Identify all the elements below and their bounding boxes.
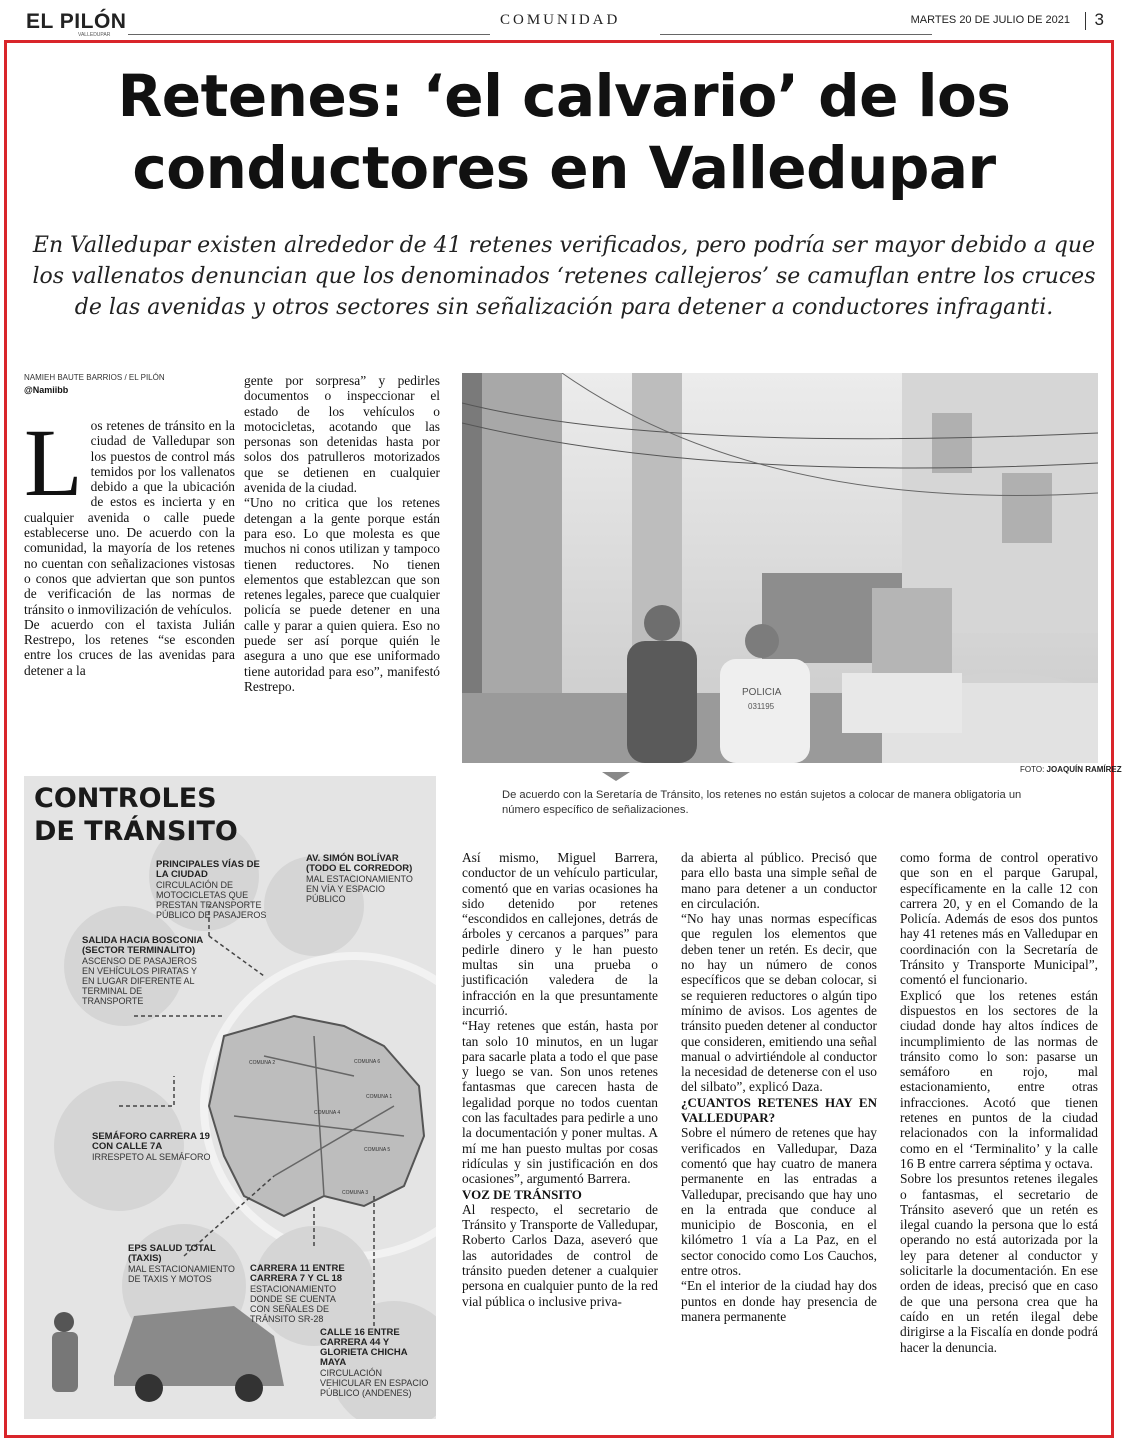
body-column-5 xyxy=(900,850,1098,1355)
infographic-item xyxy=(156,860,274,920)
paragraph: da abierta al público. Precisó que para ello basta una simple señal de mano para detener a un conductor en circulación. xyxy=(681,850,877,911)
paragraph: “Uno no critica que los retenes detengan a la gente porque están para eso. Lo que molesta es que muchos ni conos utilizan y tampoco tienen reductores. No tienen elementos que establezcan que son retenes legales, parece que cualquier policía se puede detener en una calle y parar a quien quiera. Eso no puede ser así porque quién le asegura a uno que ese uniformado tiene autoridad para eso”, manifestó Restrepo. xyxy=(244,495,440,694)
body-column-2 xyxy=(244,373,440,694)
photo-credit-prefix: FOTO: xyxy=(1020,765,1045,774)
divider xyxy=(1085,12,1086,30)
infographic-item-desc: MAL ESTACIONAMIENTO DE TAXIS Y MOTOS xyxy=(128,1264,235,1284)
infographic-item-title: CALLE 16 ENTRE CARRERA 44 Y GLORIETA CHICHA MAYA xyxy=(320,1327,408,1368)
page-number: 3 xyxy=(1094,10,1104,29)
paragraph: como forma de control operativo que son en el parque Garupal, específicamente en la calle 12 con carrera 20, y en el Comando de la Policía. Además de esos dos puntos hay 41 retenes más en Valledupar en coordinación con la Secretaría de Tránsito y Transporte Municipal”, comentó el funcionario. xyxy=(900,850,1098,988)
street-scene-photo xyxy=(462,373,1098,763)
infographic-item-desc: IRRESPETO AL SEMÁFORO xyxy=(92,1152,211,1162)
photo-caption: De acuerdo con la Seretaría de Tránsito, los retenes no están sujetos a colocar de manera obligatoria un número específico de señalizaciones. xyxy=(502,789,1022,816)
infographic-item xyxy=(250,1264,350,1324)
paragraph: “En el interior de la ciudad hay dos puntos en donde hay presencia de manera permanente xyxy=(681,1278,877,1324)
subhead: VOZ DE TRÁNSITO xyxy=(462,1186,582,1202)
infographic-item-title: SALIDA HACIA BOSCONIA (SECTOR TERMINALITO) xyxy=(82,935,203,956)
paragraph: Así mismo, Miguel Barrera, conductor de un vehículo particular, comentó que en varias ocasiones ha sido detenido por retenes “escondidos en callejones, detrás de árboles y cercanos a parques” para pedirle dinero y le han puesto multas sin una prueba o justificación valedera de la infracción en la que presuntamente incurrió. xyxy=(462,850,658,1018)
subhead: ¿CUANTOS RETENES HAY EN VALLEDUPAR? xyxy=(681,1094,877,1126)
infographic xyxy=(24,776,436,1419)
infographic-item-title: SEMÁFORO CARRERA 19 CON CALLE 7A xyxy=(92,1131,210,1152)
infographic-item xyxy=(92,1132,212,1162)
paragraph: Sobre el número de retenes que hay verificados en Valledupar, Daza comentó que hay cuatro de manera permanente en las entradas a Valledupar, precisando que hay uno en la entrada que conduce al municipio de Bosconia, en el kilómetro 1 vía a La Paz, en el sector conocido como Los Cauchos, entre otros. xyxy=(681,1125,877,1279)
author-handle[interactable]: @Namiibb xyxy=(24,385,69,395)
map-comuna-label: COMUNA 6 xyxy=(354,1059,381,1065)
infographic-item xyxy=(306,854,416,904)
paragraph: Sobre los presuntos retenes ilegales o fantasmas, el secretario de Tránsito aseveró que un retén es ilegal cuando la persona que lo está operando no está autorizada por la ley para detener al conductor y solicitarle la documentación. En ese orden de ideas, precisó que en caso de que una persona crea que ha caído en un retén ilegal debe dirigirse a la Fiscalía en donde podrá hacer la denuncia. xyxy=(900,1171,1098,1355)
masthead xyxy=(20,8,1110,36)
deck: En Valledupar existen alrededor de 41 retenes verificados, pero podría ser mayor debido a que los vallenatos denuncian que los denominados ‘retenes callejeros’ se camuflan entre los cruces de las avenidas y otros sectores sin señalización para detener a conductores infraganti. xyxy=(32,233,1096,320)
infographic-item-title: PRINCIPALES VÍAS DE LA CIUDAD xyxy=(156,859,260,880)
infographic-item-title: EPS SALUD TOTAL (TAXIS) xyxy=(128,1243,216,1264)
header-rule xyxy=(660,34,932,35)
body-column-3 xyxy=(462,850,658,1309)
headline: Retenes: ‘el calvario’ de los conductores en Valledupar xyxy=(117,62,1011,202)
caption-pointer xyxy=(602,772,630,781)
paragraph: os retenes de tránsito en la ciudad de Valledupar son los puestos de control más temidos por los vallenatos debido a que la ubicación de estos es incierta y en cualquier avenida o calle puede establecerse uno. De acuerdo con la comunidad, la mayoría de los retenes no cuentan con señalizaciones vistosas o conos que adviertan que son puntos de verificación de las normas de tránsito o inmovilización de vehículos. xyxy=(24,418,235,617)
map-comuna-label: COMUNA 5 xyxy=(364,1147,391,1153)
infographic-item-desc: CIRCULACIÓN VEHICULAR EN ESPACIO PÚBLICO (ANDENES) xyxy=(320,1368,429,1398)
infographic-item xyxy=(82,936,204,1006)
article-photo xyxy=(462,373,1098,763)
paragraph: Explicó que los retenes están dispuestos en los sectores de la ciudad donde hay altos índices de incumplimiento de las normas de tránsito como lo son: pasarse un semáforo en rojo, mal estacionamiento, entre otras infracciones. Acotó que tienen retenes en puntos de la ciudad relacionados con la informalidad como en el ‘Terminalito’ y la calle 16 B entre carrera séptima y octava. xyxy=(900,987,1098,1171)
police-vest-text: POLICIA xyxy=(742,687,782,698)
map-comuna-label: COMUNA 2 xyxy=(249,1060,276,1066)
paragraph: “Hay retenes que están, hasta por tan solo 10 minutos, en un lugar para sacarle plata a todo el que pase y luego se van. Son unos retenes fantasmas que carecen hasta de legalidad porque no todos cuentan con las facultades para pedirle a uno la documentación y poner multas. A mí me han puesto multas por cosas ridículas y sin justificación en dos ocasiones”, argumentó Barrera. xyxy=(462,1018,658,1187)
infographic-item xyxy=(320,1328,432,1398)
newspaper-logo[interactable]: EL PILÓN xyxy=(26,10,127,33)
infographic-item-title: AV. SIMÓN BOLÍVAR (TODO EL CORREDOR) xyxy=(306,853,413,874)
dateline: MARTES 20 DE JULIO DE 2021 xyxy=(910,14,1070,26)
section-name: COMUNIDAD xyxy=(500,12,621,28)
logo-subtitle: VALLEDUPAR xyxy=(78,32,111,38)
header-rule xyxy=(128,34,490,35)
map-comuna-label: COMUNA 3 xyxy=(342,1190,369,1196)
body-column-4 xyxy=(681,850,877,1324)
photo-credit xyxy=(1020,765,1122,774)
byline: NAMIEH BAUTE BARRIOS / EL PILÓN xyxy=(24,373,165,382)
map-comuna-label: COMUNA 4 xyxy=(314,1110,341,1116)
map-comuna-label: COMUNA 1 xyxy=(366,1094,393,1100)
infographic-item xyxy=(128,1244,238,1284)
dropcap: L xyxy=(24,409,83,516)
paragraph: De acuerdo con el taxista Julián Restrepo, los retenes “se esconden entre los cruces de las avenidas para detener a la xyxy=(24,616,235,678)
infographic-item-desc: CIRCULACIÓN DE MOTOCICLETAS QUE PRESTAN TRANSPORTE PÚBLICO DE PASAJEROS xyxy=(156,880,267,920)
infographic-title-line: DE TRÁNSITO xyxy=(34,816,238,847)
infographic-item-desc: MAL ESTACIONAMIENTO EN VÍA Y ESPACIO PÚBLICO xyxy=(306,874,413,904)
infographic-item-title: CARRERA 11 ENTRE CARRERA 7 Y CL 18 xyxy=(250,1263,345,1284)
paragraph: Al respecto, el secretario de Tránsito y Transporte de Valledupar, Roberto Carlos Daza, aseveró que las autoridades de control de tránsito pueden detener a cualquier persona en cualquier punto de la red vial pública o inclusive priva- xyxy=(462,1201,658,1309)
infographic-item-desc: ESTACIONAMIENTO DONDE SE CUENTA CON SEÑALES DE TRÁNSITO SR-28 xyxy=(250,1284,337,1324)
infographic-title-line: CONTROLES xyxy=(34,783,217,814)
infographic-item-desc: ASCENSO DE PASAJEROS EN VEHÍCULOS PIRATAS Y EN LUGAR DIFERENTE AL TERMINAL DE TRANSPORTE xyxy=(82,956,197,1006)
police-vest-number: 031195 xyxy=(748,702,775,711)
body-column-1 xyxy=(24,409,235,678)
infographic-title xyxy=(34,782,238,848)
photographer-name: JOAQUÍN RAMÍREZ xyxy=(1046,765,1122,774)
paragraph: “No hay unas normas específicas que regulen los elementos que deben tener un retén. Es decir, que no hay un número de conos específicos que se deban colocar, si se requieren reductores o algún tipo mínimo de avisos. Los agentes de tránsito pueden detener al conductor que consideren, emitiendo una señal manual o advirtiéndole al conductor la necesidad de detenerse con el uso del silbato”, explicó Daza. xyxy=(681,911,877,1095)
paragraph: gente por sorpresa” y pedirles documentos o inspeccionar el estado de los vehículos o motocicletas, acotando que las personas son detenidas hasta por solos dos patrulleros motorizados que se detienen en cualquier avenida de la ciudad. xyxy=(244,373,440,496)
